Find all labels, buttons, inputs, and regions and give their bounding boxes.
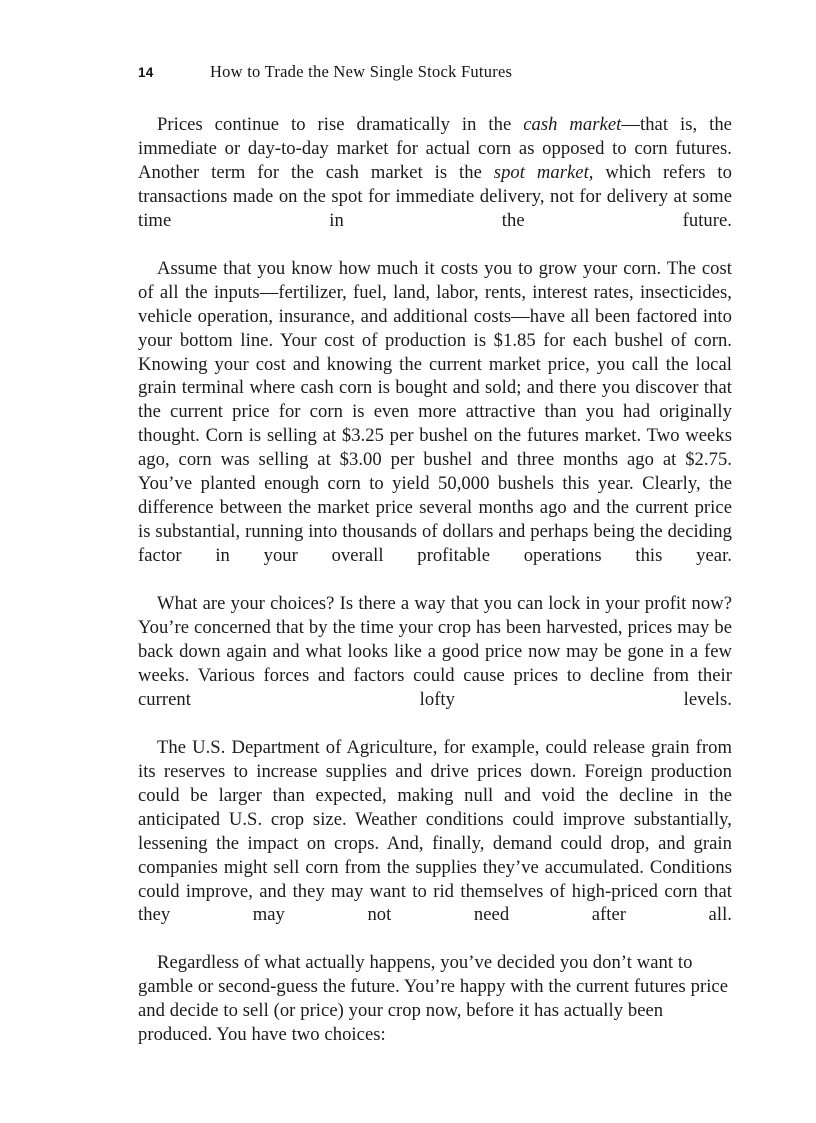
paragraph-3: What are your choices? Is there a way that you can lock in your profit now? You’re concerned that by the time your crop has been harvested, prices may be back down again and what looks like a good price now may be gone in a few weeks. Various forces and factors could cause prices to decline from their current lofty levels. bbox=[138, 593, 732, 710]
page-number: 14 bbox=[138, 65, 154, 80]
running-head-title: How to Trade the New Single Stock Futures bbox=[210, 62, 513, 81]
running-head bbox=[138, 62, 730, 86]
paragraph-4: The U.S. Department of Agriculture, for example, could release grain from its reserves to increase supplies and drive prices down. Foreign production could be larger than expected, making null and void the decline in the anticipated U.S. crop size. Weather conditions could improve substantially, lessening the impact on crops. And, finally, demand could drop, and grain companies might sell corn from the supplies they’ve accumulated. Conditions could improve, and they may want to rid themselves of high-priced corn that they may not need after all. bbox=[138, 736, 732, 926]
paragraph-2: Assume that you know how much it costs you to grow your corn. The cost of all the inputs—fertilizer, fuel, land, labor, rents, interest rates, insecticides, vehicle operation, insurance, and additional costs—have all been factored into your bottom line. Your cost of production is $1.85 for each bushel of corn. Knowing your cost and knowing the current market price, you call the local grain terminal where cash corn is bought and sold; and there you discover that the current price for corn is even more attractive than you had originally thought. Corn is selling at $3.25 per bushel on the futures market. Two weeks ago, corn was selling at $3.00 per bushel and three months ago at $2.75. You’ve planted enough corn to yield 50,000 bushels this year. Clearly, the difference between the market price several months ago and the current price is substantial, running into thousands of dollars and perhaps being the deciding factor in your overall profitable operations this year. bbox=[138, 257, 732, 567]
italic-term: spot market, bbox=[493, 161, 594, 183]
paragraph-5: Regardless of what actually happens, you’ve decided you don’t want to gamble or second-guess the future. You’re happy with the current futures price and decide to sell (or price) your crop now, before it has actually been produced. You have two choices: bbox=[138, 952, 729, 1046]
paragraph-1: Prices continue to rise dramatically in the cash market—that is, the immediate or day-to-day market for actual corn as opposed to corn futures. Another term for the cash market is the spot market, which refers to transactions made on the spot for immediate delivery, not for delivery at some time in the future. bbox=[138, 114, 732, 231]
italic-term: cash market bbox=[523, 114, 622, 135]
body-text-block bbox=[138, 113, 732, 1071]
